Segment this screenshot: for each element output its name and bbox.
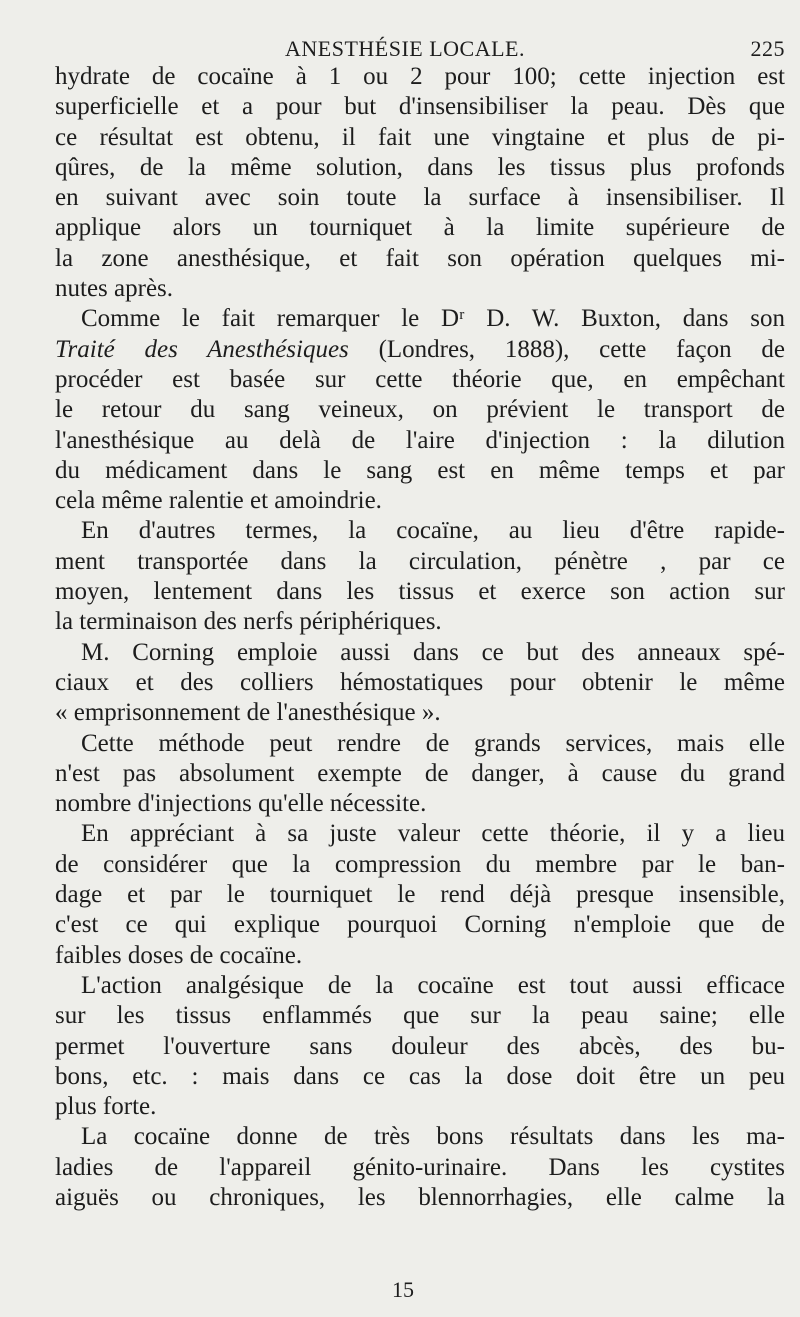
text-line: superficielle et a pour but d'insensibiliser la peau. Dès que [55, 93, 785, 121]
text-line: moyen, lentement dans les tissus et exerce son action sur [55, 578, 785, 606]
text-line: aiguës ou chroniques, les blennorrhagies, elle calme la [55, 1183, 785, 1211]
text-line: le retour du sang veineux, on prévient le transport de [55, 396, 785, 424]
page-number: 225 [750, 36, 785, 61]
text-line: sur les tissus enflammés que sur la peau saine; elle [55, 1002, 785, 1030]
running-title: ANESTHÉSIE LOCALE. [285, 36, 525, 61]
signature-mark: 15 [392, 1277, 414, 1302]
text-line: applique alors un tourniquet à la limite supérieure de [55, 214, 785, 242]
text-line: Traité des Anesthésiques (Londres, 1888), cette façon de [55, 335, 785, 363]
text-line: dage et par le tourniquet le rend déjà presque insensible, [55, 881, 785, 909]
text-line: l'anesthésique au delà de l'aire d'injection : la dilution [55, 426, 785, 454]
text-line: La cocaïne donne de très bons résultats dans les ma- [81, 1123, 785, 1151]
text-line: hydrate de cocaïne à 1 ou 2 pour 100; cette injection est [55, 63, 785, 90]
text-line: ce résultat est obtenu, il fait une vingtaine et plus de pi- [55, 123, 785, 151]
text-line: plus forte. [55, 1093, 157, 1121]
text-line: « emprisonnement de l'anesthésique ». [55, 699, 441, 727]
text-line: la terminaison des nerfs périphériques. [55, 608, 442, 636]
text-line: la zone anesthésique, et fait son opération quelques mi- [55, 244, 785, 272]
page-body-text [55, 62, 785, 1213]
text-line: procéder est basée sur cette théorie que, en empêchant [55, 365, 785, 393]
text-line: cela même ralentie et amoindrie. [55, 487, 382, 515]
text-line: permet l'ouverture sans douleur des abcès, des bu- [55, 1032, 785, 1060]
text-line: c'est ce qui explique pourquoi Corning n'emploie que de [55, 911, 785, 939]
text-line: M. Corning emploie aussi dans ce but des anneaux spé- [81, 638, 785, 666]
text-line: du médicament dans le sang est en même temps et par [55, 456, 785, 484]
text-line: En d'autres termes, la cocaïne, au lieu d'être rapide- [81, 517, 785, 545]
text-line: ment transportée dans la circulation, pénètre , par ce [55, 547, 785, 575]
text-line: En appréciant à sa juste valeur cette théorie, il y a lieu [81, 820, 785, 848]
text-line: de considérer que la compression du membre par le ban- [55, 850, 785, 878]
text-line: qûres, de la même solution, dans les tissus plus profonds [55, 153, 785, 181]
text-line: Cette méthode peut rendre de grands services, mais elle [81, 729, 785, 757]
text-line: Comme le fait remarquer le Dʳ D. W. Buxton, dans son [81, 305, 785, 333]
text-line: nombre d'injections qu'elle nécessite. [55, 790, 427, 818]
text-line: en suivant avec soin toute la surface à insensibiliser. Il [55, 184, 785, 212]
text-line: faibles doses de cocaïne. [55, 941, 303, 969]
text-line: nutes après. [55, 275, 174, 303]
text-line: ciaux et des colliers hémostatiques pour obtenir le même [55, 668, 785, 696]
text-line: L'action analgésique de la cocaïne est tout aussi efficace [81, 971, 785, 999]
text-line: n'est pas absolument exempte de danger, à cause du grand [55, 759, 785, 787]
text-line: ladies de l'appareil génito-urinaire. Dans les cystites [55, 1153, 785, 1181]
book-title-italic: Traité des Anesthésiques [55, 335, 349, 363]
text-line: bons, etc. : mais dans ce cas la dose doit être un peu [55, 1062, 785, 1090]
